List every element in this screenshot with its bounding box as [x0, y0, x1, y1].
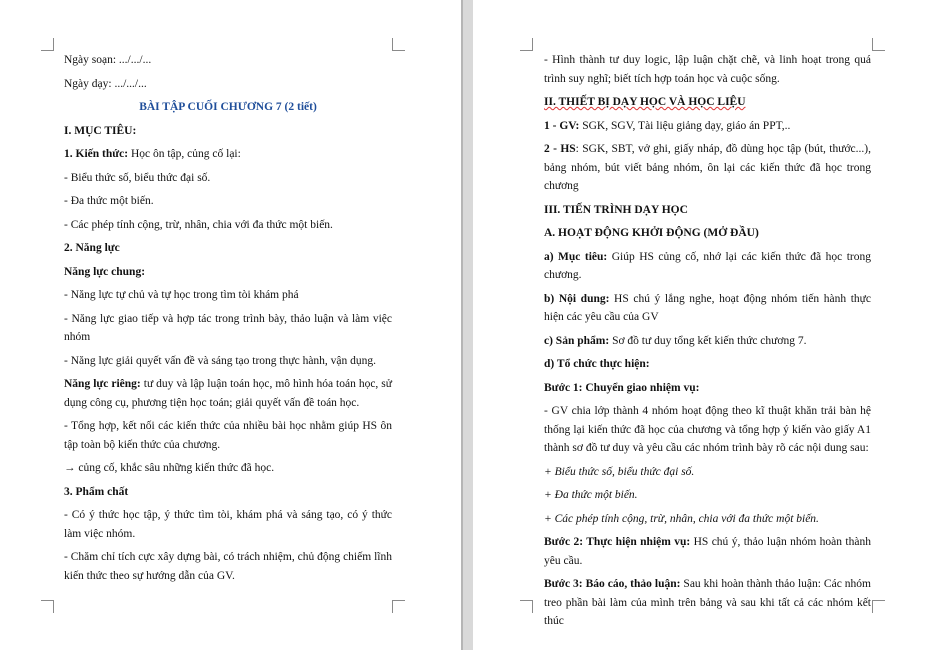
content-label: b) Nội dung:	[544, 292, 610, 305]
warmup-product	[544, 332, 871, 351]
section-equipment-text: II. THIẾT BỊ DẠY HỌC VÀ HỌC LIỆU	[544, 96, 746, 108]
warmup-organization: d) Tổ chức thực hiện:	[544, 358, 650, 370]
teacher-materials	[544, 117, 871, 136]
specific-ability-3: → củng cố, khắc sâu những kiến thức đã học.	[64, 462, 275, 474]
objective-label: a) Mục tiêu:	[544, 250, 608, 263]
crop-mark-bottom-right	[392, 600, 405, 613]
specific-ability-label: Năng lực riêng:	[64, 378, 141, 390]
ability-heading: 2. Năng lực	[64, 242, 120, 254]
section-process: III. TIẾN TRÌNH DẠY HỌC	[544, 203, 688, 216]
topic-item-3: + Các phép tính cộng, trừ, nhân, chia với đa thức một biến.	[544, 512, 819, 525]
knowledge-item-1: - Biểu thức số, biểu thức đại số.	[64, 171, 211, 184]
teacher-text: SGK, SGV, Tài liệu giảng dạy, giáo án PPT,..	[579, 119, 791, 132]
knowledge-item-2: - Đa thức một biến.	[64, 195, 154, 207]
section-warmup: A. HOẠT ĐỘNG KHỞI ĐỘNG (MỞ ĐẦU)	[544, 227, 759, 239]
specific-ability-2: - Tổng hợp, kết nối các kiến thức của nhiều bài học nhằm giúp HS ôn tập toàn bộ kiến thức của chương.	[64, 420, 392, 451]
page-divider	[461, 0, 463, 650]
step-1-heading: Bước 1: Chuyển giao nhiệm vụ:	[544, 381, 700, 394]
topic-item-2: + Đa thức một biến.	[544, 489, 638, 501]
crop-mark-top-right-right-page	[872, 38, 885, 51]
topic-item-1: + Biểu thức số, biểu thức đại số.	[544, 465, 695, 478]
specific-ability-text: tư duy và lập luận toán học, mô hình hóa toán học, sử dụng công cụ, phương tiện học toán; giải quyết vấn đề toán học.	[64, 378, 393, 409]
date-prepared: Ngày soạn: .../.../...	[64, 54, 152, 66]
step-3-text: Sau khi hoàn thành thảo luận: Các nhóm treo phần bài làm của mình trên bảng và sau khi tất cả các nhóm kết thúc	[544, 578, 871, 627]
section-equipment	[544, 93, 871, 112]
general-ability-1: - Năng lực tự chủ và tự học trong tìm tòi khám phá	[64, 289, 299, 301]
quality-item-1: - Có ý thức học tập, ý thức tìm tòi, khám phá và sáng tạo, có ý thức làm việc nhóm.	[64, 509, 392, 540]
product-text: Sơ đồ tư duy tổng kết kiến thức chương 7.	[609, 334, 807, 347]
knowledge-item-3: - Các phép tính cộng, trừ, nhân, chia với đa thức một biến.	[64, 218, 333, 231]
knowledge-paragraph	[64, 145, 392, 164]
warmup-content	[544, 290, 871, 327]
knowledge-text: Học ôn tập, củng cố lại:	[128, 148, 241, 160]
student-label: 2 - HS	[544, 143, 576, 155]
date-taught: Ngày dạy: .../.../...	[64, 77, 147, 90]
knowledge-label: 1. Kiến thức:	[64, 148, 129, 160]
general-ability-2: - Năng lực giao tiếp và hợp tác trong trình bày, thảo luận và làm việc nhóm	[64, 312, 392, 343]
step-1-text: - GV chia lớp thành 4 nhóm hoạt động theo kĩ thuật khăn trải bàn hệ thống lại kiến thức đã học của chương và tổng hợp ý kiến vào giấy A1 thành sơ đồ tư duy và yêu cầu các nhóm trình bày rõ các nội dung sau:	[544, 405, 871, 454]
crop-mark-top-left-right-page	[520, 38, 533, 51]
quality-item-2: - Chăm chỉ tích cực xây dựng bài, có trách nhiệm, chủ động chiếm lĩnh kiến thức theo sự hướng dẫn của GV.	[64, 551, 392, 582]
step-3-label: Bước 3: Báo cáo, thảo luận:	[544, 578, 681, 590]
content-text: HS chú ý lắng nghe, hoạt động nhóm tiến hành thực hiện các yêu cầu của GV	[544, 292, 871, 323]
right-page-text[interactable]	[544, 51, 871, 636]
specific-ability-paragraph	[64, 375, 392, 412]
general-ability-3: - Năng lực giải quyết vấn đề và sáng tạo trong thực hành, vận dụng.	[64, 354, 377, 367]
student-materials	[544, 140, 871, 196]
step-2	[544, 533, 871, 570]
lesson-title: BÀI TẬP CUỐI CHƯƠNG 7 (2 tiết)	[139, 101, 317, 113]
teacher-label: 1 - GV:	[544, 119, 580, 132]
section-objectives: I. MỤC TIÊU:	[64, 124, 137, 137]
crop-mark-bottom-left-right-page	[520, 600, 533, 613]
left-page-text[interactable]	[64, 51, 392, 590]
crop-mark-bottom-left	[41, 600, 54, 613]
quality-heading: 3. Phẩm chất	[64, 485, 129, 498]
step-2-text: HS chú ý, thảo luận nhóm hoàn thành yêu cầu.	[544, 536, 871, 567]
crop-mark-bottom-right-right-page	[872, 600, 885, 613]
student-text: : SGK, SBT, vở ghi, giấy nháp, đồ dùng học tập (bút, thước...), bảng nhóm, bút viết bảng nhóm, ôn lại các kiến thức đã học trong chương	[544, 143, 871, 192]
general-ability-heading: Năng lực chung:	[64, 265, 146, 278]
warmup-objective	[544, 248, 871, 285]
product-label: c) Sản phẩm:	[544, 334, 610, 347]
objective-text: Giúp HS củng cố, nhớ lại các kiến thức đã học trong chương.	[544, 250, 871, 281]
quality-item-3: - Hình thành tư duy logic, lập luận chặt chẽ, và linh hoạt trong quá trình suy nghĩ; biết tích hợp toán học và cuộc sống.	[544, 54, 871, 85]
step-2-label: Bước 2: Thực hiện nhiệm vụ:	[544, 536, 691, 548]
crop-mark-top-left	[41, 38, 54, 51]
step-3	[544, 575, 871, 631]
crop-mark-top-right	[392, 38, 405, 51]
